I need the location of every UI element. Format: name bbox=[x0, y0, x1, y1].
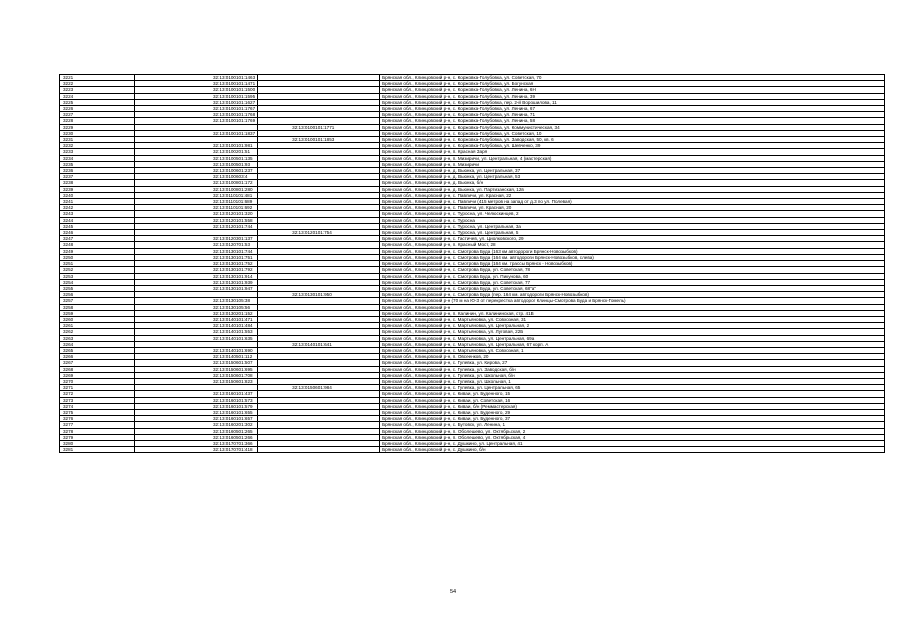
cadastral-number-cell: 32:13:0100101:1463 bbox=[135, 75, 258, 81]
address-cell: Брянская обл., Клинцовский р-н, с. Коржовка-Голубовка, ул. Ленина, 6Н bbox=[380, 87, 885, 93]
cadastral-number-cell: 32:13:0150601:708 bbox=[135, 372, 258, 378]
address-cell: Брянская обл., Клинцовский р-н, с. Смотрова Буда (пер. 164 км. автодороги Брянск-Новозыбков) bbox=[380, 292, 885, 298]
row-number-cell: 3233 bbox=[60, 149, 135, 155]
row-number-cell: 3280 bbox=[60, 440, 135, 446]
row-number-cell: 3278 bbox=[60, 428, 135, 434]
row-number-cell: 3255 bbox=[60, 285, 135, 291]
row-number-cell: 3226 bbox=[60, 106, 135, 112]
cadastral-number-cell: 32:13:0160101:573 bbox=[135, 397, 258, 403]
cadastral-number-cell: 32:13:0170701:366 bbox=[135, 440, 258, 446]
cadastral-number-cell: 32:13:0130101:792 bbox=[135, 267, 258, 273]
row-number-cell: 3222 bbox=[60, 81, 135, 87]
address-cell: Брянская обл., Клинцовский р-н, с. Коржовка-Голубовка, ул. Советская, 10 bbox=[380, 130, 885, 136]
address-cell: Брянская обл., Клинцовский р-н, с. Смотрова Буда, ул. Советская, 78 bbox=[380, 267, 885, 273]
cadastral-number-cell: 32:13:0120101:744 bbox=[135, 223, 258, 229]
address-cell: Брянская обл., Клинцовский р-н, с. Смотрова Буда, ул. Советская, 77 bbox=[380, 279, 885, 285]
address-cell: Брянская обл., Клинцовский р-н, с. Душкино, б/н bbox=[380, 447, 885, 453]
row-number-cell: 3235 bbox=[60, 161, 135, 167]
row-number-cell: 3246 bbox=[60, 230, 135, 236]
row-number-cell: 3271 bbox=[60, 385, 135, 391]
address-cell: Брянская обл., Клинцовский р-н, с. Киваи, ул. Буденного, 15 bbox=[380, 391, 885, 397]
row-number-cell: 3265 bbox=[60, 347, 135, 353]
register-table-body bbox=[60, 75, 885, 453]
address-cell: Брянская обл., Клинцовский р-н, с. Коржовка-Голубовка, ул. Шевченко, 39 bbox=[380, 143, 885, 149]
row-number-cell: 3221 bbox=[60, 75, 135, 81]
row-number-cell: 3264 bbox=[60, 341, 135, 347]
address-cell: Брянская обл., Клинцовский р-н, с. Гастичев, ул. Циолковского, 29 bbox=[380, 236, 885, 242]
cadastral-number-cell: 32:13:0160501:266 bbox=[135, 434, 258, 440]
cadastral-number-cell: 32:13:0100101:1769 bbox=[135, 118, 258, 124]
row-number-cell: 3223 bbox=[60, 87, 135, 93]
cadastral-number-alt-cell: 32:13:0100101:1853 bbox=[258, 137, 380, 143]
address-cell: Брянская обл., Клинцовский р-н, с. Коржовка-Голубовка, ул. Богунская bbox=[380, 81, 885, 87]
address-cell: Брянская обл., Клинцовский р-н, с. Туросна, ул. Челюскинцев, 2 bbox=[380, 211, 885, 217]
address-cell: Брянская обл., Клинцовский р-н, с. Мартьяновка, ул. Центральная, 2 bbox=[380, 323, 885, 329]
row-number-cell: 3274 bbox=[60, 403, 135, 409]
row-number-cell: 3243 bbox=[60, 211, 135, 217]
cadastral-number-cell: 32:13:0120101:558 bbox=[135, 217, 258, 223]
address-cell: Брянская обл., Клинцовский р-н, д. Вьюнка, ул. Партизанская, 12в bbox=[380, 186, 885, 192]
row-number-cell: 3263 bbox=[60, 335, 135, 341]
cadastral-number-cell: 32:13:0100801:280 bbox=[135, 186, 258, 192]
cadastral-number-cell: 32:13:0130105:56 bbox=[135, 304, 258, 310]
address-cell: Брянская обл., Клинцовский р-н, п. Мизиричи bbox=[380, 161, 885, 167]
address-cell: Брянская обл., Клинцовский р-н bbox=[380, 304, 885, 310]
address-cell: Брянская обл., Клинцовский р-н, п. Мизиричи, ул. Центральная, 4 (мастерская) bbox=[380, 155, 885, 161]
cadastral-number-cell: 32:13:0100101:1595 bbox=[135, 93, 258, 99]
row-number-cell: 3252 bbox=[60, 267, 135, 273]
page-number: 54 bbox=[449, 589, 457, 595]
address-cell: Брянская обл., Клинцовский р-н, с. Коржовка-Голубовка, ул. Заводская, 50, кв. 6 bbox=[380, 137, 885, 143]
address-cell: Брянская обл., Клинцовский р-н, с. Туросна, ул. Центральная, 5 bbox=[380, 230, 885, 236]
cadastral-number-cell: 32:13:0130101:939 bbox=[135, 279, 258, 285]
row-number-cell: 3259 bbox=[60, 310, 135, 316]
address-cell: Брянская обл., Клинцовский р-н, с. Коржовка-Голубовка, ул. Ленина, 58 bbox=[380, 118, 885, 124]
cadastral-number-cell: 32:13:0100501:135 bbox=[135, 155, 258, 161]
cadastral-number-cell: 32:13:0140101:553 bbox=[135, 329, 258, 335]
row-number-cell: 3244 bbox=[60, 217, 135, 223]
cadastral-number-cell: 32:13:0100101:1837 bbox=[135, 130, 258, 136]
cadastral-number-alt-cell: 32:13:0150601:984 bbox=[258, 385, 380, 391]
address-cell: Брянская обл., Клинцовский р-н, с. Коржовка-Голубовка, ул. Ленина, 71 bbox=[380, 112, 885, 118]
cadastral-number-cell: 32:13:0120701:53 bbox=[135, 242, 258, 248]
cadastral-number-cell: 32:13:0120301:137 bbox=[135, 236, 258, 242]
cadastral-number-alt-cell: 32:13:0140101:641 bbox=[258, 341, 380, 347]
cadastral-number-cell: 32:13:0130101:752 bbox=[135, 261, 258, 267]
row-number-cell: 3279 bbox=[60, 434, 135, 440]
cadastral-number-cell: 32:13:0110101:689 bbox=[135, 199, 258, 205]
address-cell: Брянская обл., Клинцовский р-н, с. Бутовск, ул. Ленина, 1 bbox=[380, 422, 885, 428]
address-cell: Брянская обл., Клинцовский р-н, с. Туросна, ул. Центральная, 3а bbox=[380, 223, 885, 229]
cadastral-number-cell: 32:13:0110101:481 bbox=[135, 192, 258, 198]
row-number-cell: 3232 bbox=[60, 143, 135, 149]
row-number-cell: 3228 bbox=[60, 118, 135, 124]
row-number-cell: 3240 bbox=[60, 192, 135, 198]
row-number-cell: 3277 bbox=[60, 422, 135, 428]
address-cell: Брянская обл., Клинцовский р-н, с. Коржовка-Голубовка, ул. Советская, 70 bbox=[380, 75, 885, 81]
row-number-cell: 3225 bbox=[60, 99, 135, 105]
row-number-cell: 3273 bbox=[60, 397, 135, 403]
cadastral-number-cell: 32:13:0150601:507 bbox=[135, 360, 258, 366]
address-cell: Брянская обл., Клинцовский р-н, с. Киваи, б/н (Реммастерская) bbox=[380, 403, 885, 409]
row-number-cell: 3241 bbox=[60, 199, 135, 205]
address-cell: Брянская обл., Клинцовский р-н, с. Коржовка-Голубовка, ул. Ленина, 67 bbox=[380, 106, 885, 112]
row-number-cell: 3248 bbox=[60, 242, 135, 248]
address-cell: Брянская обл., Клинцовский р-н, с. Душкино, ул. Центральная, 41 bbox=[380, 440, 885, 446]
row-number-cell: 3236 bbox=[60, 168, 135, 174]
row-number-cell: 3250 bbox=[60, 254, 135, 260]
row-number-cell: 3269 bbox=[60, 372, 135, 378]
address-cell: Брянская обл., Клинцовский р-н, с. Смотрова Буда, ул. Советская, 68"а" bbox=[380, 285, 885, 291]
row-number-cell: 3249 bbox=[60, 248, 135, 254]
cadastral-number-cell: 32:13:0140101:471 bbox=[135, 316, 258, 322]
cadastral-number-cell: 32:13:0130201:152 bbox=[135, 310, 258, 316]
cadastral-number-cell: 32:13:0130101:914 bbox=[135, 273, 258, 279]
address-cell: Брянская обл., Клинцовский р-н, с. Смотрова Буда (163 км автодороги Брянск-Новозыбков) bbox=[380, 248, 885, 254]
row-number-cell: 3224 bbox=[60, 93, 135, 99]
address-cell: Брянская обл., Клинцовский р-н, п. Красный Мост, 28 bbox=[380, 242, 885, 248]
row-number-cell: 3237 bbox=[60, 174, 135, 180]
address-cell: Брянская обл., Клинцовский р-н, с. Мартьяновка, ул. Совхозная, 1 bbox=[380, 347, 885, 353]
address-cell: Брянская обл., Клинцовский р-н, п. Овсеенков, 20 bbox=[380, 354, 885, 360]
address-cell: Брянская обл., Клинцовский р-н, с. Гулевка, ул. Школьная, б/н bbox=[380, 372, 885, 378]
cadastral-number-cell: 32:13:0140101:635 bbox=[135, 335, 258, 341]
row-number-cell: 3242 bbox=[60, 205, 135, 211]
address-cell: Брянская обл., Клинцовский р-н, с. Туросна bbox=[380, 217, 885, 223]
row-number-cell: 3272 bbox=[60, 391, 135, 397]
cadastral-number-cell: 32:13:0100501:93 bbox=[135, 161, 258, 167]
row-number-cell: 3261 bbox=[60, 323, 135, 329]
row-number-cell: 3251 bbox=[60, 261, 135, 267]
row-number-cell: 3267 bbox=[60, 360, 135, 366]
cadastral-number-cell: 32:13:0160201:302 bbox=[135, 422, 258, 428]
cadastral-number-cell: 32:13:0140101:690 bbox=[135, 347, 258, 353]
cadastral-number-cell: 32:13:0130105:38 bbox=[135, 298, 258, 304]
row-number-cell: 3266 bbox=[60, 354, 135, 360]
address-cell: Брянская обл., Клинцовский р-н, д. Вьюнка, ул. Центральная, 37 bbox=[380, 168, 885, 174]
address-cell: Брянская обл., Клинцовский р-н, с. Мартьяновка, ул. Центральная, 67 корп. А bbox=[380, 341, 885, 347]
address-cell: Брянская обл., Клинцовский р-н, с. Мартьяновка, ул. Совхозная, 31 bbox=[380, 316, 885, 322]
address-cell: Брянская обл., Клинцовский р-н, с. Павличи, ул. Красная, 22 bbox=[380, 192, 885, 198]
cadastral-number-cell: 32:13:0100603:4 bbox=[135, 174, 258, 180]
address-cell: Брянская обл., Клинцовский р-н, п. Красная Заря bbox=[380, 149, 885, 155]
address-cell: Брянская обл., Клинцовский р-н, с. Гулевка, ул. Школьная, 1 bbox=[380, 378, 885, 384]
row-number-cell: 3254 bbox=[60, 279, 135, 285]
cadastral-number-cell: 32:13:0130101:947 bbox=[135, 285, 258, 291]
address-cell: Брянская обл., Клинцовский р-н, с. Смотрова Буда (164 км. автодороги Брянск-Новозыбков, слева) bbox=[380, 254, 885, 260]
row-number-cell: 3227 bbox=[60, 112, 135, 118]
cadastral-number-cell: 32:13:0100101:1500 bbox=[135, 87, 258, 93]
address-cell: Брянская обл., Клинцовский р-н, д. Вьюнка, б/н bbox=[380, 180, 885, 186]
address-cell: Брянская обл., Клинцовский р-н, с. Киваи, ул. Буденного, 29 bbox=[380, 409, 885, 415]
row-number-cell: 3229 bbox=[60, 124, 135, 130]
cadastral-number-cell: 32:13:0150601:695 bbox=[135, 366, 258, 372]
row-number-cell: 3247 bbox=[60, 236, 135, 242]
address-cell: Брянская обл., Клинцовский р-н, с. Коржовка-Голубовка, пер. 2-й Ворошилова, 11 bbox=[380, 99, 885, 105]
cadastral-number-cell: 32:13:0120101:320 bbox=[135, 211, 258, 217]
address-cell: Брянская обл., Клинцовский р-н, с. Гулевка, ул. Заводская, б/н bbox=[380, 366, 885, 372]
cadastral-number-cell: 32:13:0140501:112 bbox=[135, 354, 258, 360]
row-number-cell: 3276 bbox=[60, 416, 135, 422]
address-cell: Брянская обл., Клинцовский р-н, п. Оболешево, ул. Октябрьская, 2 bbox=[380, 428, 885, 434]
cadastral-number-cell: 32:13:0100101:1767 bbox=[135, 106, 258, 112]
address-cell: Брянская обл., Клинцовский р-н, с. Киваи, ул. Советская, 16 bbox=[380, 397, 885, 403]
cadastral-number-alt-cell bbox=[258, 447, 380, 453]
address-cell: Брянская обл., Клинцовский р-н (70 м на Ю-З от перекрестка автодорог Клинцы-Смотрова Буда и Брянск-Гомель) bbox=[380, 298, 885, 304]
cadastral-number-cell: 32:13:0160101:437 bbox=[135, 391, 258, 397]
row-number-cell: 3234 bbox=[60, 155, 135, 161]
address-cell: Брянская обл., Клинцовский р-н, с. Киваи, ул. Буденного, 37 bbox=[380, 416, 885, 422]
table-row bbox=[60, 447, 885, 453]
row-number-cell: 3275 bbox=[60, 409, 135, 415]
cadastral-number-cell: 32:13:0100601:237 bbox=[135, 168, 258, 174]
address-cell: Брянская обл., Клинцовский р-н, с. Павличи (415 метров на запад от д.3 по ул. Полевая) bbox=[380, 199, 885, 205]
cadastral-number-alt-cell: 32:13:0130101:950 bbox=[258, 292, 380, 298]
row-number-cell: 3257 bbox=[60, 298, 135, 304]
cadastral-number-cell: 32:13:0100101:1627 bbox=[135, 99, 258, 105]
row-number-cell: 3239 bbox=[60, 186, 135, 192]
cadastral-number-cell: 32:13:0160101:657 bbox=[135, 416, 258, 422]
row-number-cell: 3260 bbox=[60, 316, 135, 322]
row-number-cell: 3268 bbox=[60, 366, 135, 372]
cadastral-number-cell: 32:13:0100101:1471 bbox=[135, 81, 258, 87]
row-number-cell: 3258 bbox=[60, 304, 135, 310]
cadastral-number-cell: 32:13:0140101:484 bbox=[135, 323, 258, 329]
address-cell: Брянская обл., Клинцовский р-н, с. Коржовка-Голубовка, ул. Ленина, 39 bbox=[380, 93, 885, 99]
address-cell: Брянская обл., Клинцовский р-н, с. Коржовка-Голубовка, ул. Коммунистическая, 34 bbox=[380, 124, 885, 130]
address-cell: Брянская обл., Клинцовский р-н, с. Смотрова Буда, ул. Пикунова, 60 bbox=[380, 273, 885, 279]
cadastral-number-cell: 32:13:0160101:579 bbox=[135, 403, 258, 409]
cadastral-number-cell: 32:13:0110101:692 bbox=[135, 205, 258, 211]
cadastral-number-cell: 32:13:0160501:265 bbox=[135, 428, 258, 434]
cadastral-number-cell: 32:13:0130101:751 bbox=[135, 254, 258, 260]
row-number-cell: 3245 bbox=[60, 223, 135, 229]
row-number-cell: 3231 bbox=[60, 137, 135, 143]
cadastral-number-cell: 32:13:0160101:655 bbox=[135, 409, 258, 415]
cadastral-number-alt-cell: 32:13:0120101:754 bbox=[258, 230, 380, 236]
cadastral-number-cell: 32:13:0100201:51 bbox=[135, 149, 258, 155]
address-cell: Брянская обл., Клинцовский р-н, с. Смотрова Буда (164 км. трассы Брянск - Новозыбков) bbox=[380, 261, 885, 267]
address-cell: Брянская обл., Клинцовский р-н, д. Вьюнка, ул. Центральная, 53 bbox=[380, 174, 885, 180]
register-table bbox=[59, 74, 885, 453]
row-number-cell: 3270 bbox=[60, 378, 135, 384]
cadastral-number-cell: 32:13:0100101:981 bbox=[135, 143, 258, 149]
row-number-cell: 3238 bbox=[60, 180, 135, 186]
row-number-cell: 3281 bbox=[60, 447, 135, 453]
address-cell: Брянская обл., Клинцовский р-н, с. Мартьяновка, ул. Центральная, 69а bbox=[380, 335, 885, 341]
cadastral-number-cell: 32:13:0130101:744 bbox=[135, 248, 258, 254]
cadastral-number-cell: 32:13:0170701:418 bbox=[135, 447, 258, 453]
row-number-cell: 3256 bbox=[60, 292, 135, 298]
cadastral-number-cell: 32:13:0150601:823 bbox=[135, 378, 258, 384]
address-cell: Брянская обл., Клинцовский р-н, п. Оболешево, ул. Октябрьская, 4 bbox=[380, 434, 885, 440]
address-cell: Брянская обл., Клинцовский р-н, с. Павличи, ул. Красная, 20 bbox=[380, 205, 885, 211]
row-number-cell: 3253 bbox=[60, 273, 135, 279]
address-cell: Брянская обл., Клинцовский р-н, п. Калинин, ул. Калининская, стр. 41В bbox=[380, 310, 885, 316]
cadastral-number-alt-cell: 32:13:0100101:1771 bbox=[258, 124, 380, 130]
cadastral-number-cell: 32:13:0100801:172 bbox=[135, 180, 258, 186]
address-cell: Брянская обл., Клинцовский р-н, с. Гулевка, ул. Центральная, 65 bbox=[380, 385, 885, 391]
address-cell: Брянская обл., Клинцовский р-н, с. Мартьяновка, ул. Луговая, 22Б bbox=[380, 329, 885, 335]
row-number-cell: 3230 bbox=[60, 130, 135, 136]
address-cell: Брянская обл., Клинцовский р-н, с. Гулевка, ул. Кирова, 27 bbox=[380, 360, 885, 366]
row-number-cell: 3262 bbox=[60, 329, 135, 335]
cadastral-number-cell: 32:13:0100101:1768 bbox=[135, 112, 258, 118]
